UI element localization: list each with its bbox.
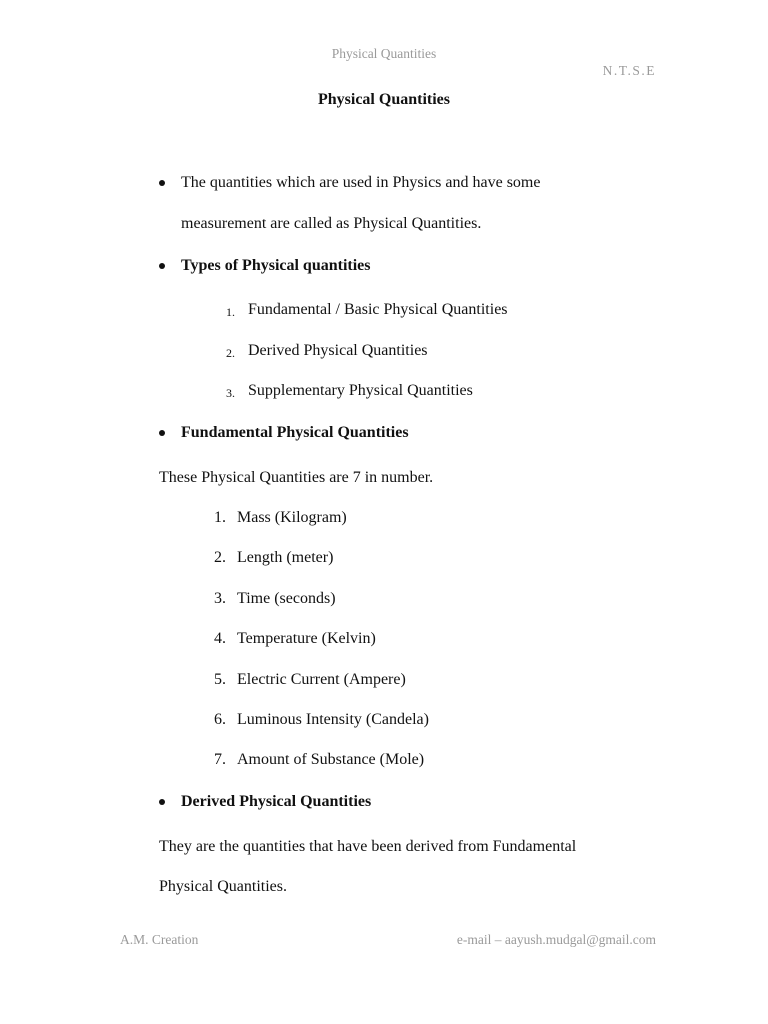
fundamental-item-label: Length (meter) xyxy=(237,549,334,566)
types-item-number: 1. xyxy=(226,305,235,319)
bullet-icon xyxy=(159,263,165,269)
page-title: Physical Quantities xyxy=(317,91,450,108)
types-item-number: 3. xyxy=(226,386,235,400)
running-header-title: Physical Quantities xyxy=(331,46,437,61)
derived-heading: Derived Physical Quantities xyxy=(181,793,372,810)
bullet-icon xyxy=(159,430,165,436)
fundamental-item-label: Amount of Substance (Mole) xyxy=(237,751,425,768)
fundamental-item-label: Mass (Kilogram) xyxy=(237,509,347,526)
types-item-label: Supplementary Physical Quantities xyxy=(248,382,473,399)
fundamental-item-label: Luminous Intensity (Candela) xyxy=(237,711,429,728)
fundamental-item-number: 3. xyxy=(214,590,226,607)
fundamental-item-number: 5. xyxy=(214,671,226,688)
fundamental-item-label: Temperature (Kelvin) xyxy=(237,630,376,647)
intro-line-2: measurement are called as Physical Quantities. xyxy=(181,215,482,232)
fundamental-item-label: Electric Current (Ampere) xyxy=(237,671,406,688)
derived-line-2: Physical Quantities. xyxy=(159,878,287,895)
fundamental-heading: Fundamental Physical Quantities xyxy=(181,424,409,441)
fundamental-item-label: Time (seconds) xyxy=(237,590,336,607)
types-item-label: Derived Physical Quantities xyxy=(248,342,428,359)
types-item-number: 2. xyxy=(226,346,235,360)
fundamental-description: These Physical Quantities are 7 in number. xyxy=(159,469,434,486)
footer-email: e-mail – aayush.mudgal@gmail.com xyxy=(456,932,656,947)
types-item-label: Fundamental / Basic Physical Quantities xyxy=(248,301,508,318)
types-heading: Types of Physical quantities xyxy=(181,257,371,274)
fundamental-item-number: 7. xyxy=(214,751,226,768)
fundamental-item-number: 1. xyxy=(214,509,226,526)
running-header-tag: N.T.S.E xyxy=(602,63,656,78)
derived-line-1: They are the quantities that have been derived from Fundamental xyxy=(159,838,577,855)
footer-credit: A.M. Creation xyxy=(120,932,199,947)
bullet-icon xyxy=(159,180,165,186)
fundamental-item-number: 4. xyxy=(214,630,226,647)
intro-line-1: The quantities which are used in Physics and have some xyxy=(181,174,541,191)
bullet-icon xyxy=(159,799,165,805)
fundamental-item-number: 6. xyxy=(214,711,226,728)
fundamental-item-number: 2. xyxy=(214,549,226,566)
